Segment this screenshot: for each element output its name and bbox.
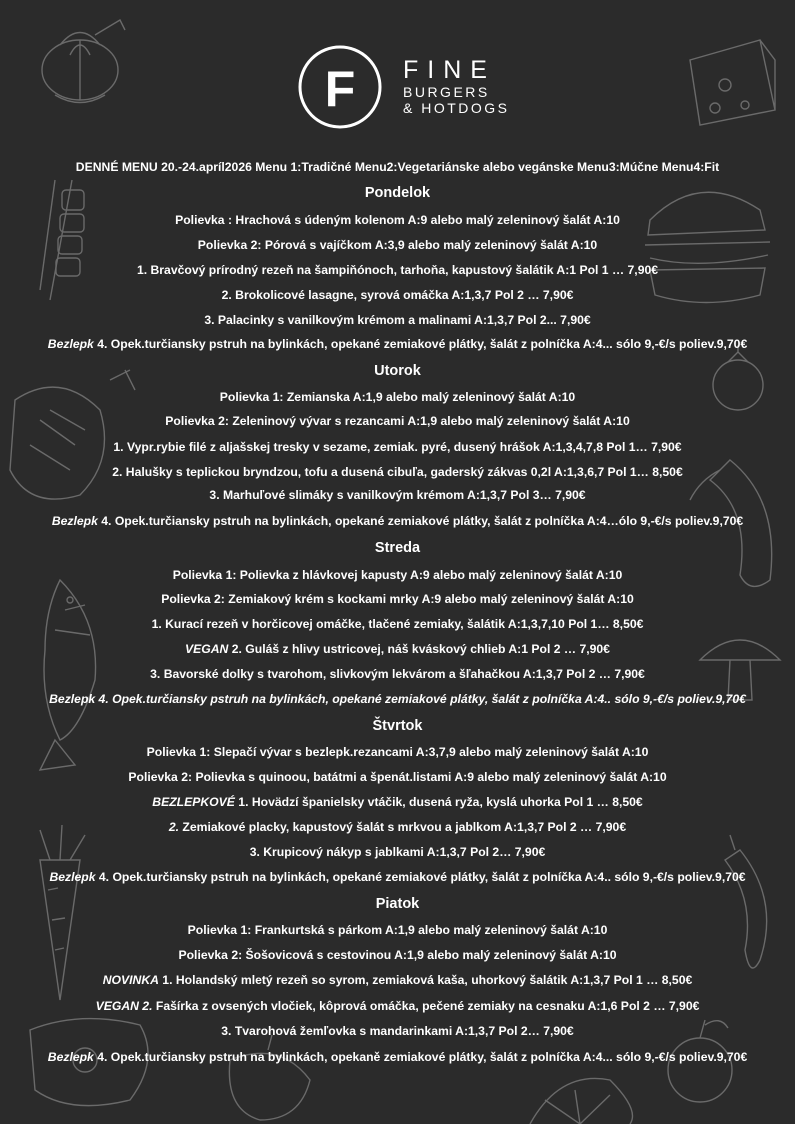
- soup2-stvrtok: Polievka 2: Polievka s quinoou, batátmi a špenát.listami A:9 alebo malý zeleninový šalát A:10: [128, 770, 667, 784]
- meal-tag: 2.: [168, 820, 180, 834]
- meal4-text: 4. Opek.turčiansky pstruh na bylinkách, opekaně zemiakové plátky, šalát z polníčka A:4... sólo 9,-€/s poliev.9,70€: [93, 1050, 748, 1064]
- meal1-stvrtok: [0, 795, 795, 809]
- meal-tag: Bezlepk: [47, 1050, 94, 1064]
- day-title-streda: Streda: [374, 540, 421, 556]
- soup1-utorok: Polievka 1: Zemianska A:1,9 alebo malý zeleninový šalát A:10: [219, 390, 576, 404]
- onion-icon: [42, 20, 125, 103]
- brand-name: [403, 58, 510, 115]
- meal4-stvrtok: [0, 870, 795, 884]
- meal1-piatok: [0, 973, 795, 987]
- meal2-pondelok: 2. Brokolicové lasagne, syrová omáčka A:1,3,7 Pol 2 … 7,90€: [221, 288, 574, 302]
- soup1-piatok: Polievka 1: Frankurtská s párkom A:1,9 alebo malý zeleninový šalát A:10: [187, 923, 608, 937]
- meal4-piatok: [0, 1050, 795, 1064]
- day-title-utorok: Utorok: [374, 363, 421, 379]
- meal4-utorok: [0, 514, 795, 528]
- meal1-pondelok: 1. Bravčový prírodný rezeň na šampiňónoch, tarhoňa, kapustový šalátik A:1 Pol 1 … 7,90€: [136, 263, 659, 277]
- menu-header-line: DENNÉ MENU 20.-24.apríl2026 Menu 1:Tradičné Menu2:Vegetariánske alebo vegánske Menu3:Múčne Menu4:Fit: [75, 160, 720, 174]
- day-title-stvrtok: Štvrtok: [372, 718, 423, 734]
- meal2-piatok: [0, 999, 795, 1013]
- meal-tag: Bezlepk: [49, 870, 96, 884]
- meal-tag: Bezlepk: [51, 514, 98, 528]
- meal4-text: 4. Opek.turčiansky pstruh na bylinkách, opekané zemiakové plátky, šalát z polníčka A:4…ólo 9,-€/s poliev.9,70€: [97, 514, 744, 528]
- soup2-pondelok: Polievka 2: Pórová s vajíčkom A:3,9 alebo malý zeleninový šalát A:10: [197, 238, 598, 252]
- soup1-pondelok: Polievka : Hrachová s údeným kolenom A:9 alebo malý zeleninový šalát A:10: [175, 213, 620, 227]
- meal2-utorok: 2. Halušky s teplickou bryndzou, tofu a dusená cibuľa, gaderský zákvas 0,2l A:1,3,6,7 Pol 1… 8,50€: [112, 465, 683, 479]
- meal2-text: Fašírka z ovsených vločiek, kôprová omáčka, pečené zemiaky na cesnaku A:1,6 Pol 2 … 7,90€: [152, 999, 700, 1013]
- meal-tag: Bezlepk: [49, 692, 96, 706]
- meal1-streda: 1. Kurací rezeň v horčicovej omáčke, tlačené zemiaky, šalátik A:1,3,7,10 Pol 1… 8,50€: [151, 617, 644, 631]
- meal1-text: 1. Hovädzí španielsky vtáčik, dusená ryža, kyslá uhorka Pol 1 … 8,50€: [234, 795, 643, 809]
- meal4-streda: [0, 692, 795, 706]
- meal2-text: 2. Guláš z hlivy ustricovej, náš kváskový chlieb A:1 Pol 2 … 7,90€: [228, 642, 610, 656]
- meal1-text: 1. Holandský mletý rezeň so syrom, zemiaková kaša, uhorkový šalátik A:1,3,7 Pol 1 … 8,50€: [158, 973, 693, 987]
- soup1-stvrtok: Polievka 1: Slepačí vývar s bezlepk.rezancami A:3,7,9 alebo malý zeleninový šalát A:10: [146, 745, 649, 759]
- meal4-pondelok: [0, 337, 795, 351]
- meal-tag: BEZLEPKOVÉ: [152, 795, 235, 809]
- meal2-text: Zemiakové placky, kapustový šalát s mrkvou a jablkom A:1,3,7 Pol 2 … 7,90€: [179, 820, 627, 834]
- lemon-icon: [530, 1078, 633, 1124]
- day-title-pondelok: Pondelok: [364, 185, 431, 201]
- brand-line3: & HOTDOGS: [403, 100, 510, 116]
- meal2-streda: [0, 642, 795, 656]
- meal-tag: NOVINKA: [102, 973, 159, 987]
- meal3-pondelok: 3. Palacinky s vanilkovým krémom a malinami A:1,3,7 Pol 2... 7,90€: [204, 313, 591, 327]
- meal3-piatok: 3. Tvarohová žemľovka s mandarinkami A:1,3,7 Pol 2… 7,90€: [221, 1024, 574, 1038]
- brand-title: FINE: [403, 56, 496, 84]
- cheese-icon: [690, 40, 775, 125]
- meal4-text: 4. Opek.turčiansky pstruh na bylinkách, opekané zemiakové plátky, šalát z polníčka A:4... sólo 9,-€/s poliev.9,70€: [93, 337, 748, 351]
- meal1-utorok: 1. Vypr.rybie filé z aljašskej tresky v sezame, zemiak. pyré, dusený hrášok A:1,3,4,7,8 Pol 1… 7,90€: [113, 440, 682, 454]
- meal3-utorok: 3. Marhuľové slimáky s vanilkovým krémom A:1,3,7 Pol 3… 7,90€: [209, 488, 586, 502]
- soup2-utorok: Polievka 2: Zeleninový vývar s rezancami A:1,9 alebo malý zeleninový šalát A:10: [165, 414, 630, 428]
- meal2-stvrtok: [0, 820, 795, 834]
- meal3-streda: 3. Bavorské dolky s tvarohom, slivkovým lekvárom a šľahačkou A:1,3,7 Pol 2 … 7,90€: [150, 667, 645, 681]
- meal-tag: Bezlepk: [47, 337, 94, 351]
- soup2-streda: Polievka 2: Zemiakový krém s kockami mrky A:9 alebo malý zeleninový šalát A:10: [161, 592, 634, 606]
- meal3-stvrtok: 3. Krupicový nákyp s jablkami A:1,3,7 Pol 2… 7,90€: [249, 845, 546, 859]
- meal4-text: 4. Opek.turčiansky pstruh na bylinkách, opekané zemiakové plátky, šalát z polníčka A:4.. sólo 9,-€/s poliev.9,70€: [95, 870, 746, 884]
- brand-line2: BURGERS: [403, 84, 490, 100]
- day-title-piatok: Piatok: [375, 896, 420, 912]
- meal-tag: VEGAN 2.: [95, 999, 153, 1013]
- logo-badge: [297, 44, 383, 130]
- soup2-piatok: Polievka 2: Šošovicová s cestovinou A:1,9 alebo malý zeleninový šalát A:10: [178, 948, 617, 962]
- meal4-text: 4. Opek.turčiansky pstruh na bylinkách, opekané zemiakové plátky, šalát z polníčka A:4.. sólo 9,-€/s poliev.9,70€: [95, 692, 746, 706]
- logo-letter: F: [324, 61, 356, 117]
- soup1-streda: Polievka 1: Polievka z hlávkovej kapusty A:9 alebo malý zeleninový šalát A:10: [172, 568, 623, 582]
- meal-tag: VEGAN: [185, 642, 229, 656]
- pepper-icon: [229, 1035, 310, 1120]
